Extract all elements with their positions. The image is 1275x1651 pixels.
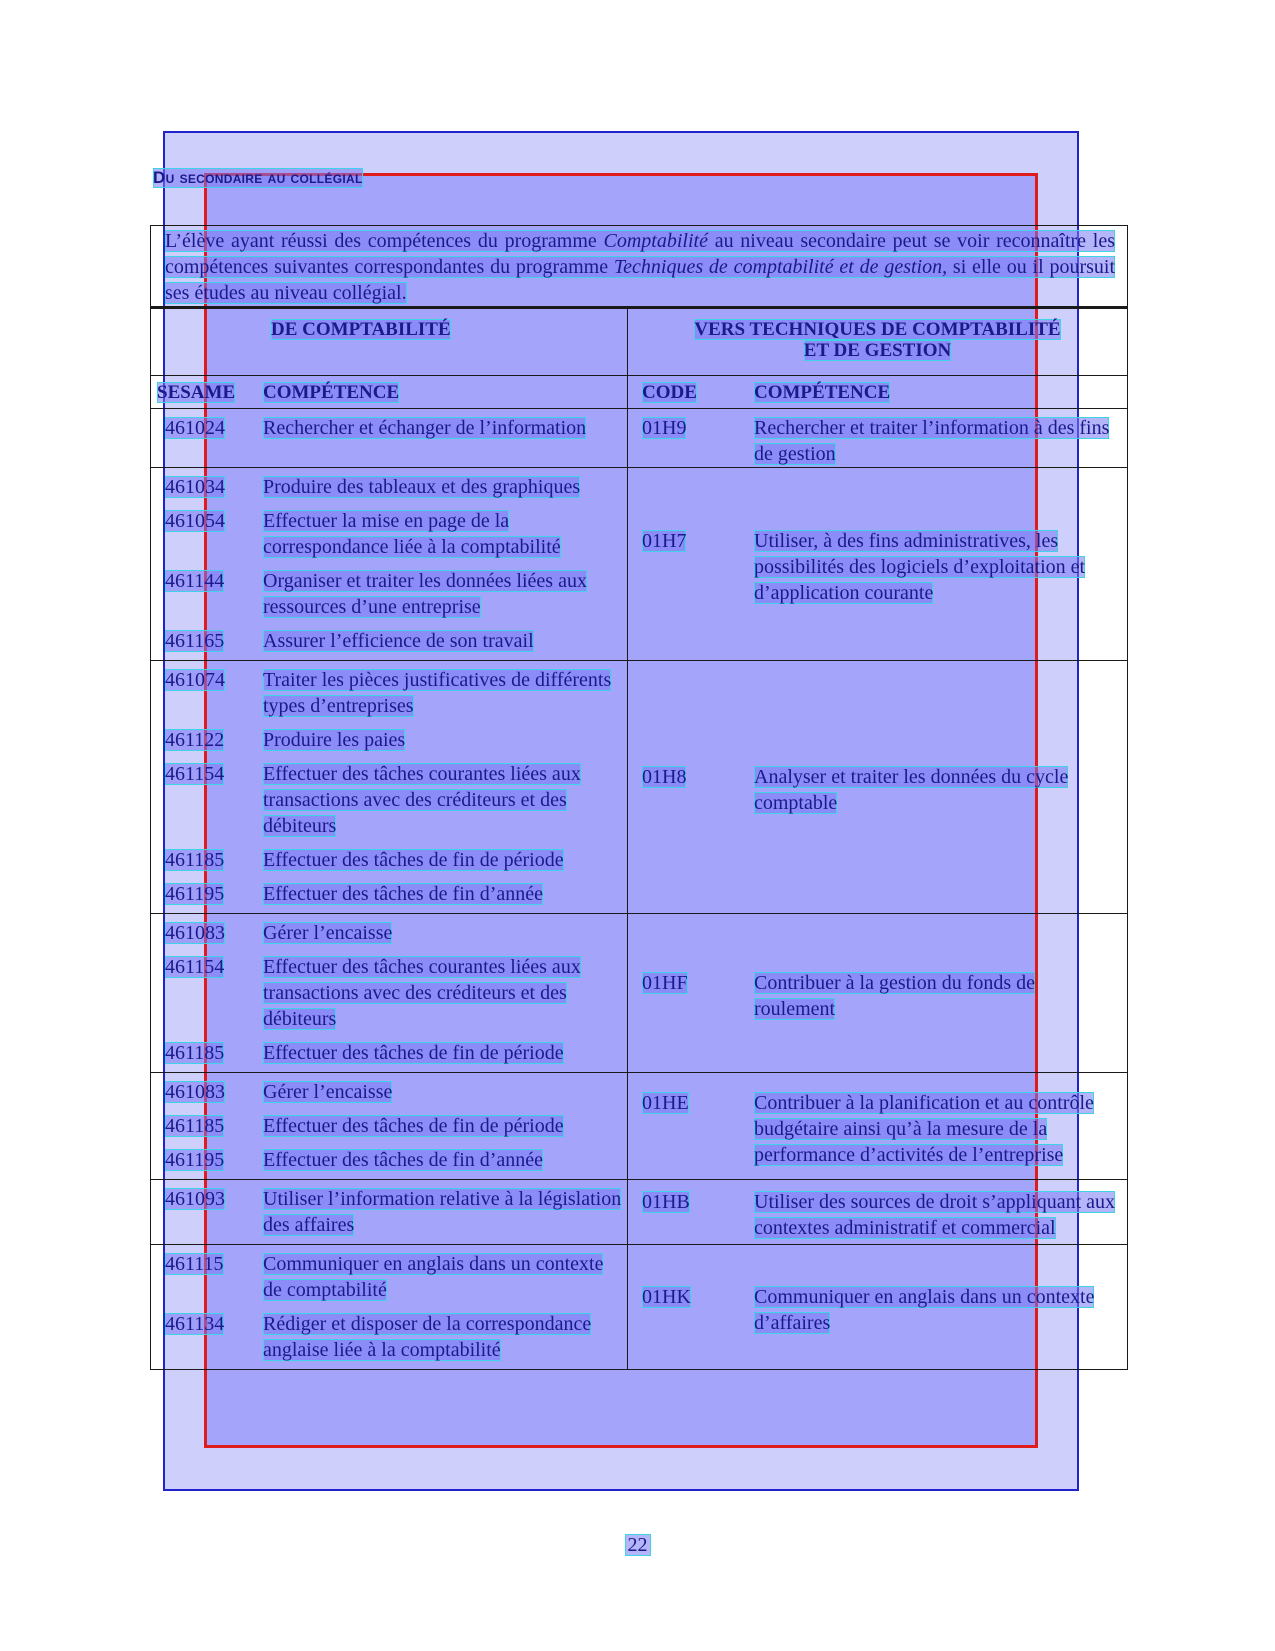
equivalence-row [151,914,1128,1073]
program-row [151,308,1128,376]
secondary-competences [151,914,628,1073]
college-competence-text: Contribuer à la gestion du fonds de roulement [754,972,1036,1020]
competence-text: Organiser et traiter les données liées aux ressources d’une entreprise [263,570,587,618]
competence-text: Effectuer des tâches courantes liées aux transactions avec des créditeurs et des débiteurs [263,763,581,837]
equivalence-row [151,1073,1128,1180]
sesame-code: 461054 [165,510,225,532]
sesame-code: 461083 [165,922,225,944]
competence-text: Effectuer des tâches de fin d’année [263,1149,544,1171]
secondary-competences [151,661,628,914]
secondary-competence-item [151,727,627,753]
sesame-code: 461195 [165,1149,225,1171]
college-competence [628,409,1128,468]
right-column-header: CODE COMPÉTENCE [628,376,1128,409]
equivalence-row [151,661,1128,914]
secondary-competence-item [151,1251,627,1303]
secondary-competence-item [151,1079,627,1105]
sesame-code: 461185 [165,849,225,871]
college-code: 01HF [642,972,688,994]
college-competence-text: Contribuer à la planification et au contrôle budgétaire ainsi qu’à la mesure de la performance d’activités de l’entreprise [754,1092,1094,1166]
college-competence [628,1073,1128,1180]
secondary-competences [151,1073,628,1180]
competence-text: Produire les paies [263,729,406,751]
secondary-competence-item [151,881,627,907]
secondary-competence-item [151,1040,627,1066]
equivalence-row [151,1180,1128,1245]
sesame-code: 461024 [165,417,225,439]
competence-text: Rédiger et disposer de la correspondance anglaise liée à la comptabilité [263,1313,592,1361]
college-code: 01HE [642,1092,689,1114]
competence-text: Gérer l’encaisse [263,922,393,944]
equivalence-table [150,225,1128,1370]
secondary-competence-item [151,474,627,500]
sesame-code: 461074 [165,669,225,691]
college-code: 01H8 [642,766,687,788]
sesame-code: 461154 [165,763,225,785]
college-code: 01H7 [642,530,687,552]
secondary-competence-item [151,954,627,1032]
sesame-code: 461165 [165,630,225,652]
running-title: Du secondaire au collégial [153,168,363,187]
college-competence [628,1180,1128,1245]
college-code: 01HK [642,1286,691,1308]
competence-text: Utiliser l’information relative à la législation des affaires [263,1188,622,1236]
college-competence [628,1245,1128,1370]
sesame-code: 461195 [165,883,225,905]
sesame-code: 461144 [165,570,225,592]
college-competence-text: Rechercher et traiter l’information à des fins de gestion [754,417,1110,465]
sesame-code: 461093 [165,1188,225,1210]
college-competence-text: Utiliser, à des fins administratives, les possibilités des logiciels d’exploitation et d’application courante [754,530,1086,604]
college-competence-text: Communiquer en anglais dans un contexte d’affaires [754,1286,1095,1334]
secondary-competences [151,409,628,468]
equivalence-row [151,409,1128,468]
sesame-code: 461185 [165,1042,225,1064]
sesame-code: 461122 [165,729,225,751]
sesame-code: 461134 [165,1313,225,1335]
secondary-competence-item [151,847,627,873]
competence-text: Effectuer des tâches de fin de période [263,849,564,871]
sesame-code: 461083 [165,1081,225,1103]
equivalence-row [151,1245,1128,1370]
equivalence-row [151,468,1128,661]
page-number: 22 [0,1534,1275,1557]
intro-paragraph: L’élève ayant réussi des compétences du programme Comptabilité au niveau secondaire peut se voir reconnaître les compétences suivantes correspondantes du programme Techniques de comptabilité et de gestion, si elle ou il poursuit ses études au niveau collégial. [151,226,1128,308]
left-column-header: SESAME COMPÉTENCE [151,376,628,409]
target-program: VERS TECHNIQUES DE COMPTABILITÉ ET DE GESTION [628,308,1128,376]
competence-text: Communiquer en anglais dans un contexte de comptabilité [263,1253,604,1301]
secondary-competence-item [151,628,627,654]
college-competence [628,468,1128,661]
secondary-competence-item [151,920,627,946]
sesame-code: 461034 [165,476,225,498]
college-competence-text: Analyser et traiter les données du cycle comptable [754,766,1069,814]
secondary-competences [151,1245,628,1370]
college-competence [628,914,1128,1073]
secondary-competence-item [151,1147,627,1173]
source-program: DE COMPTABILITÉ [151,308,628,376]
competence-text: Effectuer la mise en page de la correspondance liée à la comptabilité [263,510,561,558]
college-code: 01H9 [642,417,687,439]
secondary-competences [151,1180,628,1245]
competence-text: Assurer l’efficience de son travail [263,630,534,652]
sesame-code: 461115 [165,1253,224,1275]
secondary-competence-item [151,761,627,839]
sesame-code: 461154 [165,956,225,978]
intro-row [151,226,1128,308]
competence-text: Traiter les pièces justificatives de différents types d’entreprises [263,669,612,717]
secondary-competence-item [151,667,627,719]
competence-text: Rechercher et échanger de l’information [263,417,587,439]
secondary-competences [151,468,628,661]
secondary-competence-item [151,1113,627,1139]
secondary-competence-item [151,415,627,441]
secondary-competence-item [151,1311,627,1363]
competence-text: Effectuer des tâches de fin d’année [263,883,544,905]
sesame-code: 461185 [165,1115,225,1137]
secondary-competence-item [151,568,627,620]
competence-text: Effectuer des tâches de fin de période [263,1115,564,1137]
secondary-competence-item [151,508,627,560]
competence-text: Produire des tableaux et des graphiques [263,476,581,498]
competence-text: Gérer l’encaisse [263,1081,393,1103]
secondary-competence-item [151,1186,627,1238]
competence-text: Effectuer des tâches courantes liées aux transactions avec des créditeurs et des débiteurs [263,956,581,1030]
college-competence [628,661,1128,914]
college-code: 01HB [642,1191,690,1213]
competence-text: Effectuer des tâches de fin de période [263,1042,564,1064]
column-header-row [151,376,1128,409]
college-competence-text: Utiliser des sources de droit s’appliquant aux contextes administratif et commercial [754,1191,1116,1239]
